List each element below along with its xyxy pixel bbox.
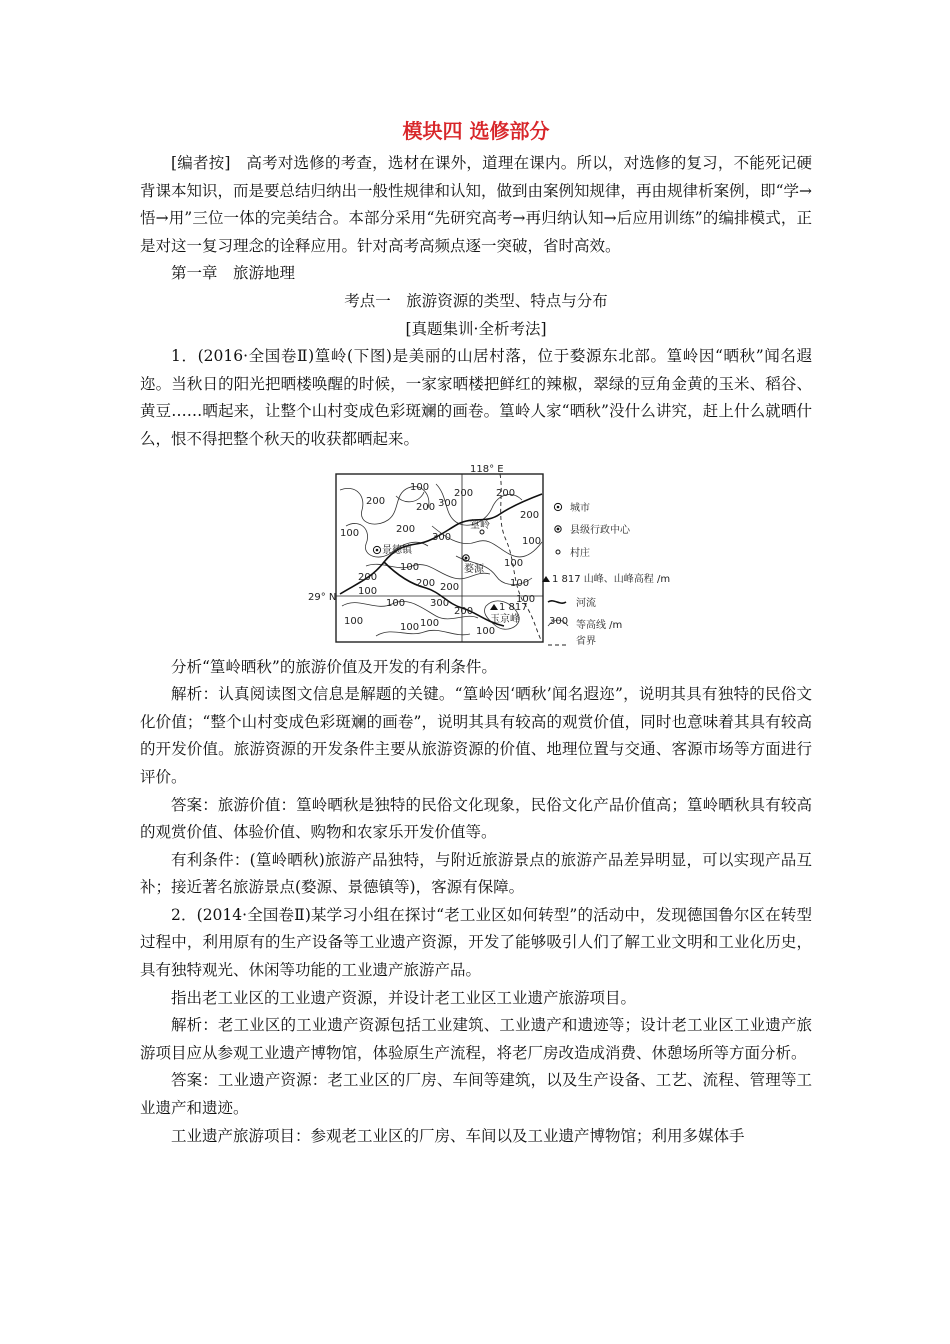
question-2-prompt: 指出老工业区的工业遗产资源，并设计老工业区工业遗产旅游项目。 [171, 988, 637, 1007]
contour-label: 200 [358, 571, 378, 583]
peak-elevation: 1 817 [499, 601, 528, 613]
contour-label: 300 [430, 597, 450, 609]
place-wuyuan: 婺源 [464, 563, 484, 575]
place-yujingfeng: 玉京峰 [490, 613, 520, 625]
contour-label: 100 [386, 597, 406, 609]
legend-contour-sample: 300 [549, 615, 569, 627]
peak-marker [490, 604, 498, 610]
latitude-label: 29° N [308, 591, 337, 603]
contour-label: 200 [440, 581, 460, 593]
legend-village: 村庄 [570, 547, 590, 559]
question-1-answer: 答案：旅游价值：篁岭晒秋是独特的民俗文化现象，民俗文化产品价值高；篁岭晒秋具有较高的观赏价值、体验价值、购物和农家乐开发价值等。 [140, 795, 812, 842]
chapter-heading: 第一章 旅游地理 [171, 264, 296, 283]
contour-label: 200 [454, 605, 474, 617]
editor-note: [编者按] 高考对选修的考查，选材在课外，道理在课内。所以，对选修的复习，不能死记硬背课本知识，而是要总结归纳出一般性规律和认知，做到由案例知规律，再由规律析案例，即“学→悟→用”三位一体的完美结合。本部分采用“先研究高考→再归纳认知→后应用训练”的编排模式，正是对这一复习理念的诠释应用。针对高考高频点逐一突破，省时高效。 [140, 154, 812, 255]
contour-label: 100 [344, 615, 364, 627]
legend-city: 城市 [570, 502, 590, 514]
question-2-answer-projects: 工业遗产旅游项目：参观老工业区的厂房、车间以及工业遗产博物馆；利用多媒体手 [171, 1126, 745, 1145]
contour-label: 100 [400, 561, 420, 573]
contour-label: 200 [396, 523, 416, 535]
contour-label: 200 [454, 487, 474, 499]
contour-label: 200 [416, 501, 436, 513]
contour-label: 200 [496, 487, 516, 499]
contour-label: 100 [400, 621, 420, 633]
contour-label: 100 [522, 535, 542, 547]
topographic-map [308, 463, 722, 647]
contour-label: 200 [520, 509, 540, 521]
river-icon [548, 600, 566, 602]
question-2-stem: 2．(2014·全国卷Ⅱ)某学习小组在探讨“老工业区如何转型”的活动中，发现德国鲁尔区在转型过程中，利用原有的生产设备等工业遗产资源，开发了能够吸引人们了解工业文明和工业化历史，具有独特观光、休闲等功能的工业遗产旅游产品。 [140, 905, 812, 980]
question-1-stem: 1．(2016·全国卷Ⅱ)篁岭(下图)是美丽的山居村落，位于婺源东北部。篁岭因“晒秋”闻名遐迩。当秋日的阳光把晒楼唤醒的时候，一家家晒楼把鲜红的辣椒，翠绿的豆角金黄的玉米、稻谷、黄豆……晒起来，让整个山村变成色彩斑斓的画卷。篁岭人家“晒秋”没什么讲究，赶上什么就晒什么，恨不得把整个秋天的收获都晒起来。 [140, 347, 812, 448]
page-title: 模块四 选修部分 [402, 119, 550, 143]
topographic-map-figure [308, 463, 722, 647]
legend-contour: 等高线 /m [576, 619, 623, 631]
contour-label: 100 [410, 481, 430, 493]
map-legend [542, 501, 670, 647]
place-jingdezhen: 景德镇 [382, 544, 412, 556]
contour-label: 200 [416, 577, 436, 589]
section-heading: 考点一 旅游资源的类型、特点与分布 [344, 291, 608, 310]
longitude-label: 118° E [470, 463, 504, 475]
legend-border: 省界 [576, 635, 596, 647]
subsection-heading: [真题集训·全析考法] [405, 319, 547, 338]
contour-label: 100 [516, 593, 536, 605]
place-huangling: 篁岭 [470, 519, 490, 531]
contour-label: 100 [340, 527, 360, 539]
contour-label: 300 [438, 497, 458, 509]
contour-label: 100 [358, 585, 378, 597]
document-page [140, 118, 812, 1150]
contour-label: 100 [476, 625, 496, 637]
legend-peak: 1 817 山峰、山峰高程 /m [552, 573, 671, 585]
question-1-analysis: 解析：认真阅读图文信息是解题的关键。“篁岭因‘晒秋’闻名遐迩”，说明其具有独特的民俗文化价值；“整个山村变成色彩斑斓的画卷”，说明其具有较高的观赏价值，同时也意味着其具有较高的开发价值。旅游资源的开发条件主要从旅游资源的价值、地理位置与交通、客源市场等方面进行评价。 [140, 685, 812, 786]
contour-label: 300 [432, 531, 452, 543]
legend-river: 河流 [576, 597, 596, 609]
contour-label: 200 [366, 495, 386, 507]
village-icon [556, 550, 560, 554]
question-2-answer: 答案：工业遗产资源：老工业区的厂房、车间等建筑，以及生产设备、工艺、流程、管理等工业遗产和遗迹。 [140, 1071, 812, 1118]
question-1-answer-conditions: 有利条件：(篁岭晒秋)旅游产品独特，与附近旅游景点的旅游产品差异明显，可以实现产品互补；接近著名旅游景点(婺源、景德镇等)，客源有保障。 [140, 850, 812, 897]
legend-county-center: 县级行政中心 [570, 524, 630, 536]
contour-label: 100 [510, 577, 530, 589]
question-1-prompt: 分析“篁岭晒秋”的旅游价值及开发的有利条件。 [171, 657, 497, 676]
contour-label: 100 [504, 557, 524, 569]
question-2-analysis: 解析：老工业区的工业遗产资源包括工业建筑、工业遗产和遗迹等；设计老工业区工业遗产旅游项目应从参观工业遗产博物馆，体验原生产流程，将老厂房改造成消费、休憩场所等方面分析。 [140, 1016, 812, 1062]
contour-label: 100 [420, 617, 440, 629]
